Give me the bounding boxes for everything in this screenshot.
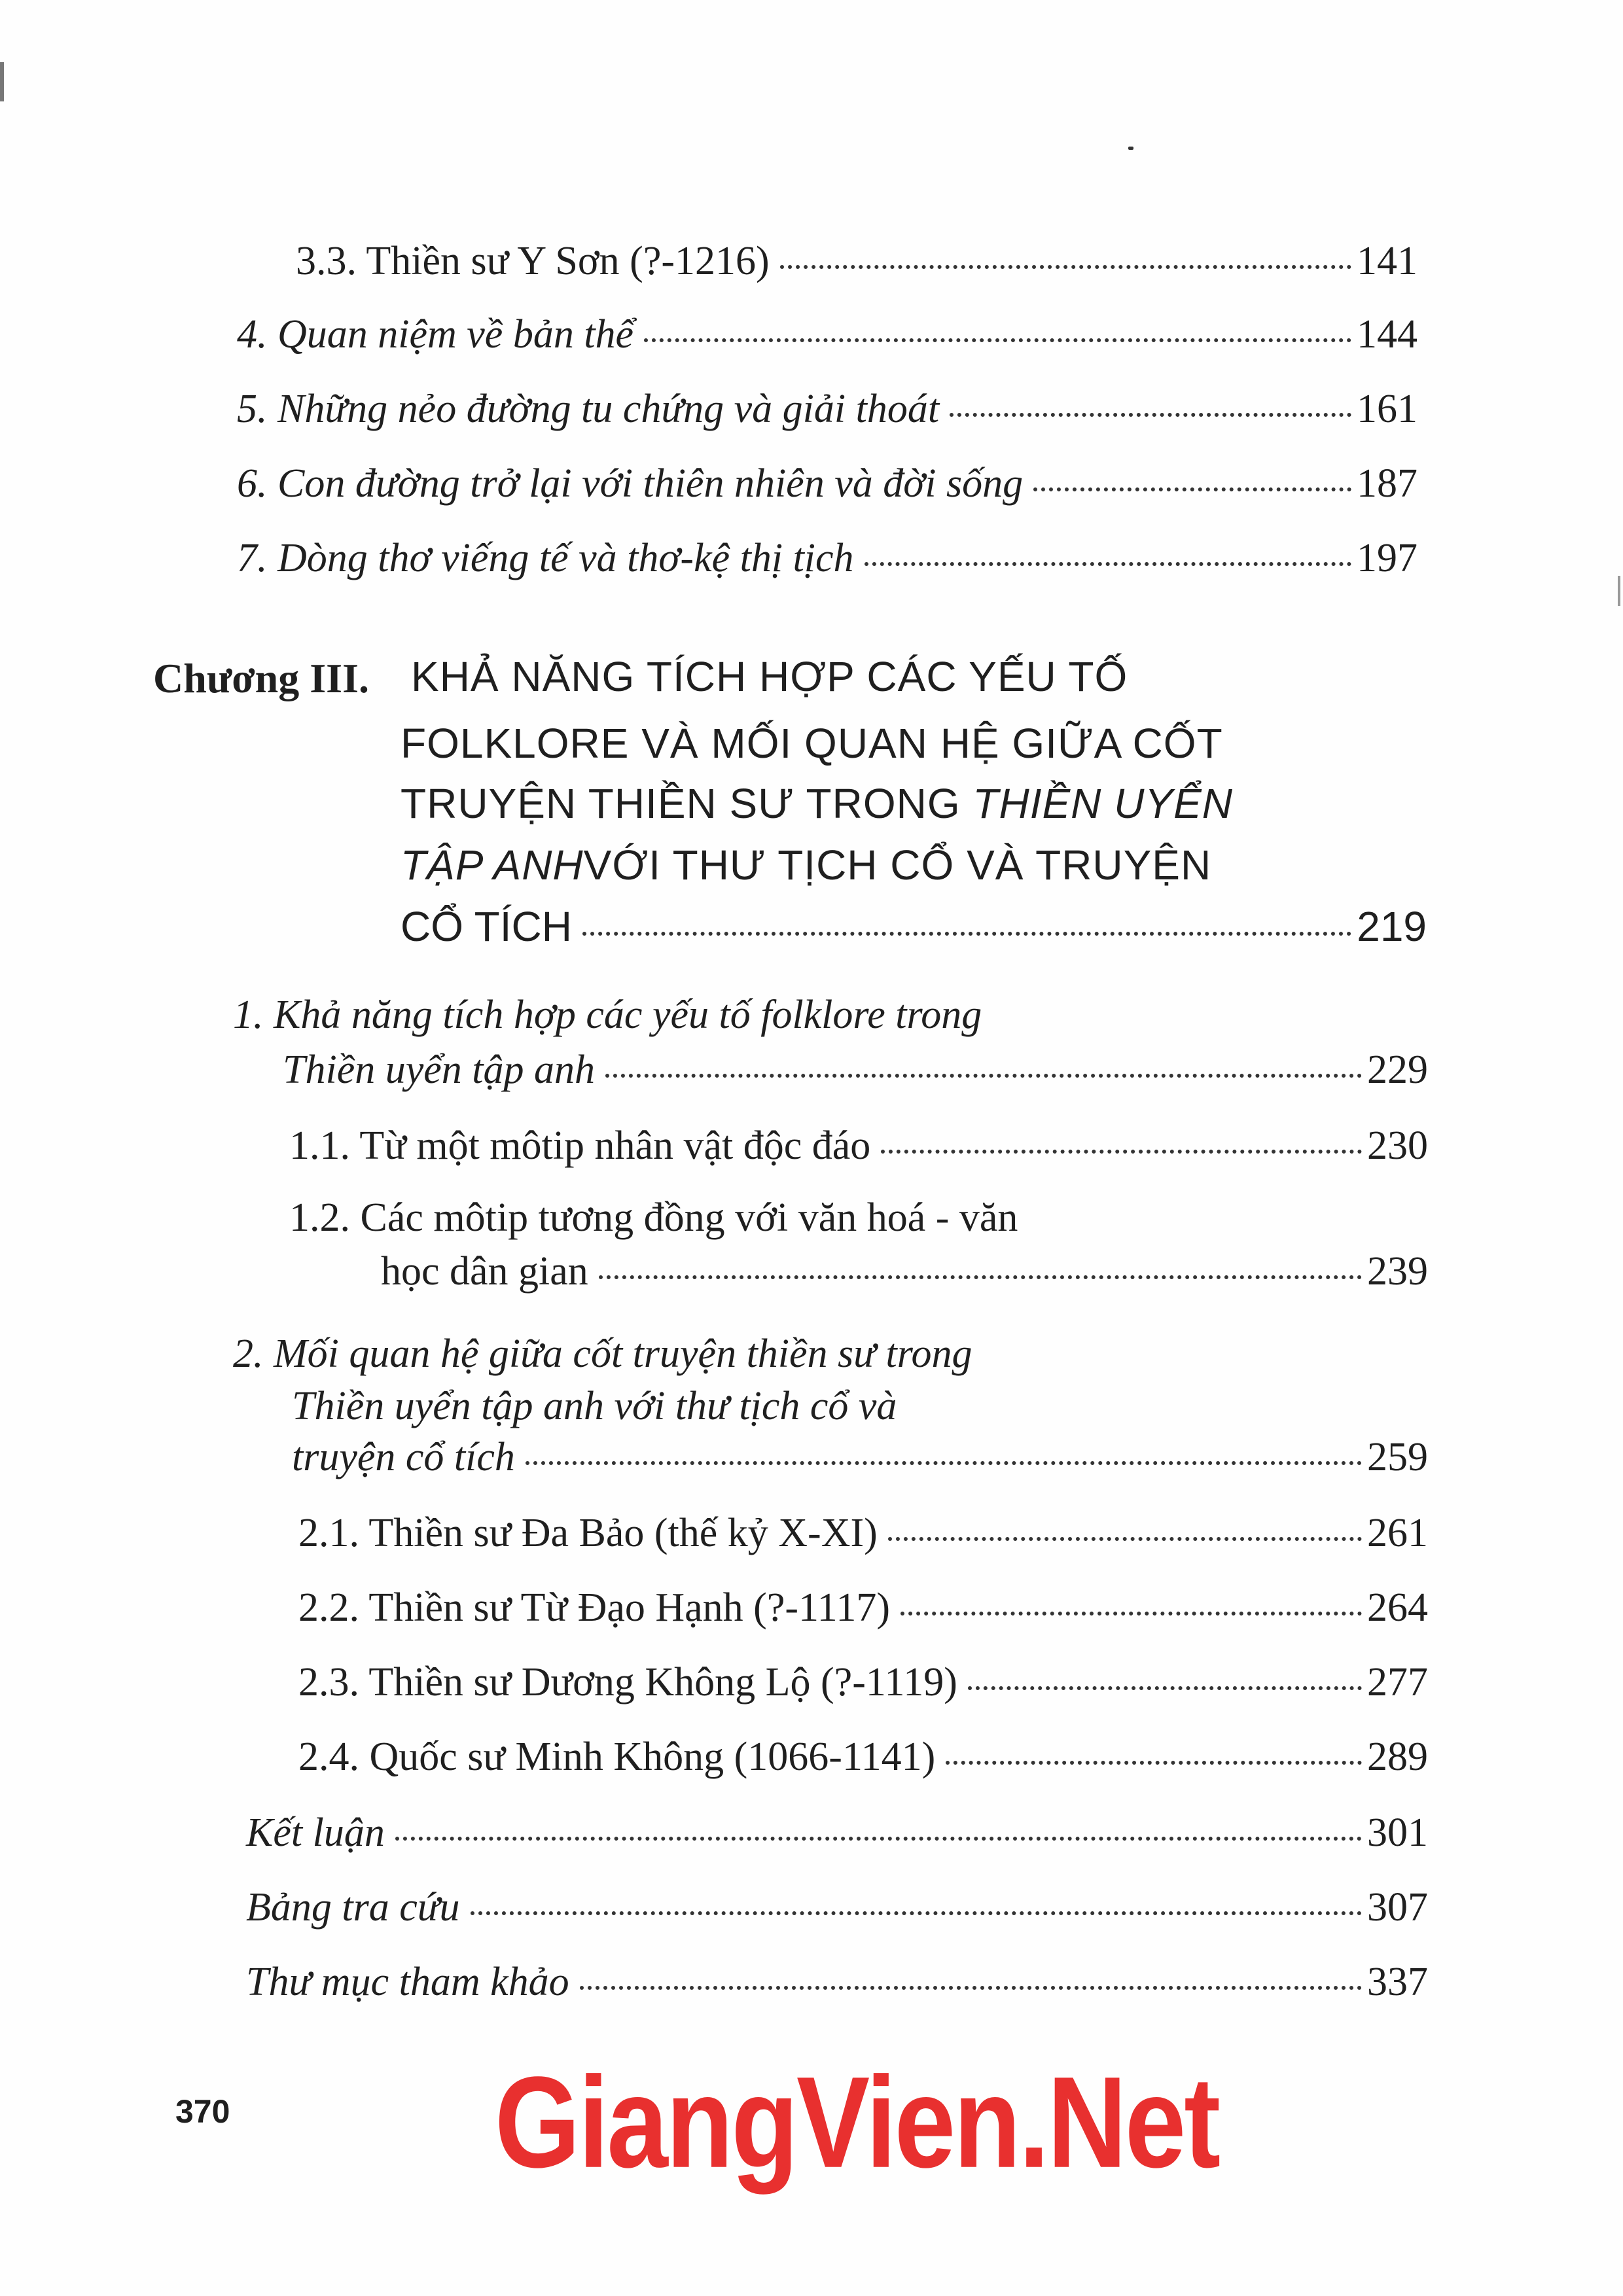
toc-entry-title: 2.4. Quốc sư Minh Không (1066-1141) [298,1735,936,1779]
dot-leader [599,1275,1362,1279]
toc-entry[interactable] [296,241,1418,281]
page-number: 370 [175,2093,230,2130]
chapter-title-italic-part: TẬP ANH [401,841,584,889]
toc-entry-page: 307 [1367,1885,1428,1930]
toc-entry[interactable] [298,1662,1428,1703]
toc-entry-title: 1. Khả năng tích hợp các yếu tố folklore trong [233,993,982,1037]
dot-leader [946,1761,1362,1765]
dot-leader [605,1074,1362,1078]
toc-entry[interactable] [292,1437,1428,1477]
chapter-title-part: TRUYỆN THIỀN SƯ TRONG [401,780,961,827]
toc-entry-page: 277 [1367,1660,1428,1704]
toc-entry-page: 144 [1357,312,1418,357]
toc-entry-page: 161 [1357,387,1418,431]
toc-entry[interactable] [237,314,1418,355]
toc-entry-page: 141 [1357,239,1418,283]
toc-entry[interactable] [283,1050,1428,1090]
toc-entry-chapter[interactable] [401,903,1427,950]
dot-leader [580,1986,1362,1990]
toc-entry-page: 197 [1357,536,1418,580]
toc-entry-title: Kết luận [246,1810,385,1855]
scan-speck [1128,147,1133,150]
toc-entry[interactable] [289,1125,1428,1166]
dot-leader [644,338,1351,342]
toc-entry-title: Bảng tra cứu [246,1885,460,1930]
chapter-label: Chương III. [153,655,369,701]
toc-entry[interactable] [246,1962,1428,2002]
toc-entry-page: 289 [1367,1735,1428,1779]
toc-entry-title: 4. Quan niệm về bản thể [237,312,634,357]
dot-leader [582,932,1351,936]
toc-entry[interactable] [237,463,1418,504]
toc-entry-page: 219 [1357,903,1427,950]
toc-entry-page: 230 [1367,1123,1428,1168]
dot-leader [1033,487,1351,491]
toc-entry-page: 337 [1367,1960,1428,2004]
toc-entry[interactable] [237,538,1418,578]
toc-entry-title: truyện cổ tích [292,1435,515,1479]
toc-entry-title: 2.3. Thiền sư Dương Không Lộ (?-1119) [298,1660,957,1704]
chapter-title-line: KHẢ NĂNG TÍCH HỢP CÁC YẾU TỐ [411,653,1128,700]
toc-entry-page: 187 [1357,461,1418,506]
toc-entry-page: 301 [1367,1810,1428,1855]
chapter-title-line: CỔ TÍCH [401,903,572,950]
toc-entry[interactable] [246,1887,1428,1928]
toc-entry-title: 1.1. Từ một môtip nhân vật độc đáo [289,1123,871,1168]
dot-leader [865,562,1351,566]
dot-leader [950,413,1351,417]
toc-entry-title: Thiền uyển tập anh [283,1048,595,1092]
watermark-logo: GiangVien.Net [495,2049,1219,2195]
toc-entry-page: 229 [1367,1048,1428,1092]
toc-entry-title: 3.3. Thiền sư Y Sơn (?-1216) [296,239,770,283]
toc-entry-title: học dân gian [381,1249,588,1294]
toc-entry-page: 259 [1367,1435,1428,1479]
toc-entry[interactable] [298,1737,1428,1777]
scan-edge-mark-right [1618,576,1620,606]
dot-leader [780,265,1351,269]
toc-entry-title: 7. Dòng thơ viếng tế và thơ-kệ thị tịch [237,536,854,580]
chapter-title-part: VỚI THƯ TỊCH CỔ VÀ TRUYỆN [583,841,1212,889]
toc-entry[interactable] [246,1812,1428,1853]
toc-entry[interactable] [298,1513,1428,1553]
dot-leader [526,1461,1362,1465]
toc-entry-page: 264 [1367,1585,1428,1630]
chapter-title-line [401,780,1233,827]
toc-entry-title: 2.2. Thiền sư Từ Đạo Hạnh (?-1117) [298,1585,891,1630]
dot-leader [968,1686,1362,1690]
dot-leader [901,1612,1362,1616]
chapter-title-line: FOLKLORE VÀ MỐI QUAN HỆ GIỮA CỐT [401,720,1223,767]
dot-leader [881,1150,1362,1154]
toc-entry[interactable] [298,1587,1428,1628]
dot-leader [395,1837,1362,1841]
dot-leader [888,1537,1362,1541]
toc-entry-page: 239 [1367,1249,1428,1294]
toc-entry[interactable] [237,389,1418,429]
toc-entry[interactable] [381,1251,1428,1292]
scan-edge-mark [0,62,4,101]
toc-entry-page: 261 [1367,1511,1428,1555]
toc-entry-title: 1.2. Các môtip tương đồng với văn hoá - văn [289,1195,1018,1240]
chapter-title-line [401,841,1212,889]
toc-entry-title: Thiền uyển tập anh với thư tịch cổ và [292,1384,897,1428]
toc-entry-title: 5. Những nẻo đường tu chứng và giải thoát [237,387,940,431]
dot-leader [471,1911,1362,1915]
toc-entry-title: 2.1. Thiền sư Đa Bảo (thế kỷ X-XI) [298,1511,878,1555]
toc-entry-title: 2. Mối quan hệ giữa cốt truyện thiền sư trong [233,1332,972,1376]
toc-entry-title: Thư mục tham khảo [246,1960,569,2004]
toc-entry-title: 6. Con đường trở lại với thiên nhiên và đời sống [237,461,1024,506]
chapter-title-italic-part: THIỀN UYỂN [972,780,1233,827]
